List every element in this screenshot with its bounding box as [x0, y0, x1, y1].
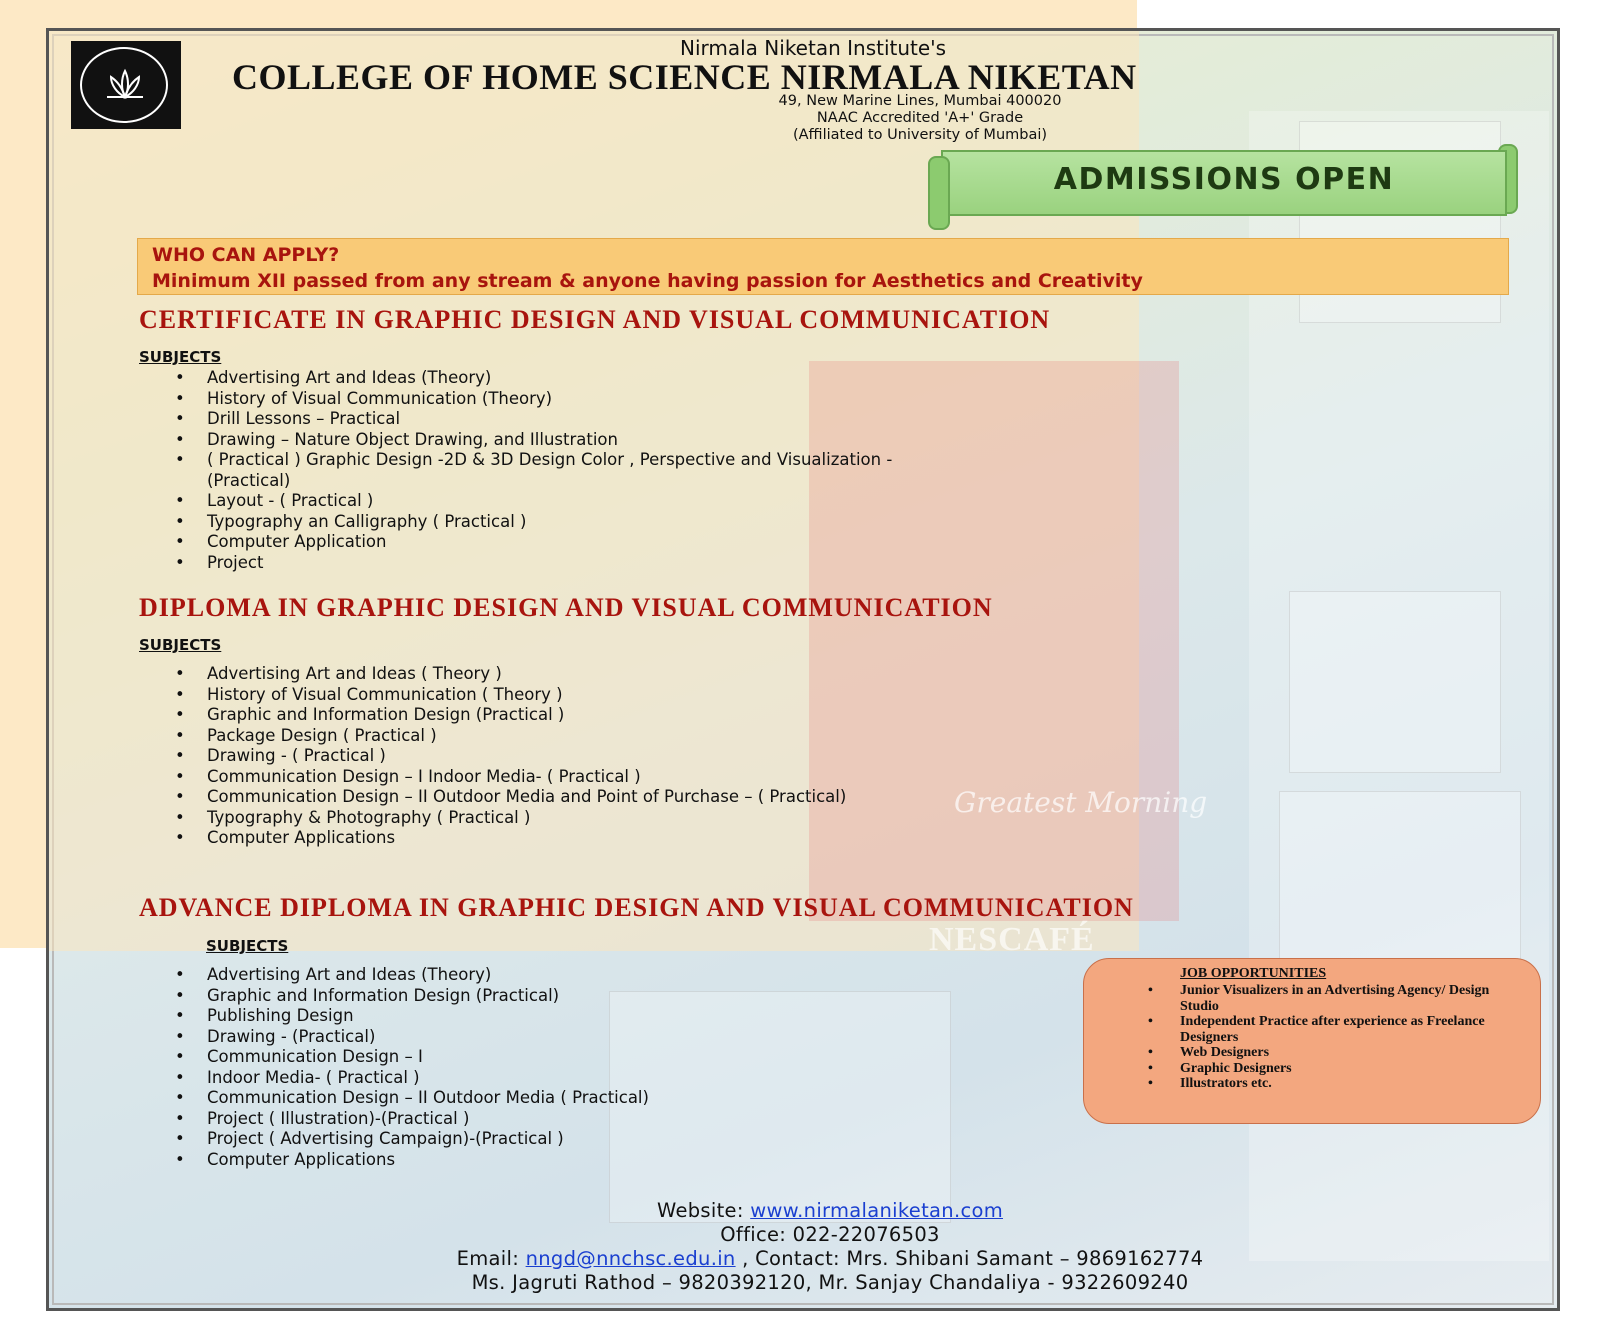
footer-website-line — [330, 1199, 1330, 1222]
list-item: • Typography an Calligraphy ( Practical ) — [175, 512, 947, 533]
email-link[interactable]: nngd@nnchsc.edu.in — [525, 1247, 736, 1270]
email-label: Email: — [456, 1247, 526, 1270]
certificate-course-title: CERTIFICATE IN GRAPHIC DESIGN AND VISUAL COMMUNICATION — [139, 305, 1051, 334]
footer-email-line — [330, 1247, 1330, 1270]
list-item: • Layout - ( Practical ) — [175, 491, 947, 512]
accreditation-text: NAAC Accredited 'A+' Grade — [816, 110, 1024, 126]
collage-card — [1279, 791, 1521, 983]
subjects-label: SUBJECTS — [139, 636, 222, 654]
decor-morning-text: Greatest Morning — [954, 786, 1208, 819]
collage-card — [609, 991, 951, 1223]
list-item: • Project ( Advertising Campaign)-(Practical ) — [175, 1129, 649, 1150]
diploma-course-title: DIPLOMA IN GRAPHIC DESIGN AND VISUAL COMMUNICATION — [139, 593, 993, 622]
footer-contact-line: Ms. Jagruti Rathod – 9820392120, Mr. Sanjay Chandaliya - 9322609240 — [471, 1271, 1189, 1294]
list-item: • Advertising Art and Ideas ( Theory ) — [175, 664, 846, 685]
job-opportunities-list — [1148, 983, 1528, 1092]
subjects-label: SUBJECTS — [206, 937, 289, 955]
college-name: COLLEGE OF HOME SCIENCE NIRMALA NIKETAN — [232, 57, 1137, 97]
advance-diploma-course-title: ADVANCE DIPLOMA IN GRAPHIC DESIGN AND VISUAL COMMUNICATION — [139, 893, 1134, 922]
list-item: • Graphic and Information Design (Practical ) — [175, 705, 846, 726]
list-item: • Computer Applications — [175, 828, 846, 849]
list-item: • Indoor Media- ( Practical ) — [175, 1068, 649, 1089]
eligibility-answer: Minimum XII passed from any stream & anyone having passion for Aesthetics and Creativity — [152, 270, 1143, 292]
list-item: • Advertising Art and Ideas (Theory) — [175, 368, 947, 389]
list-item: • Drawing - ( Practical ) — [175, 746, 846, 767]
college-address: 49, New Marine Lines, Mumbai 400020 — [778, 93, 1062, 109]
advance-diploma-subject-list — [175, 965, 649, 1170]
subjects-label: SUBJECTS — [139, 348, 222, 366]
list-item: • Drawing – Nature Object Drawing, and Illustration — [175, 430, 947, 451]
list-item: • Drill Lessons – Practical — [175, 409, 947, 430]
list-item: • Project — [175, 553, 947, 574]
collage-card — [1289, 591, 1501, 773]
list-item: • History of Visual Communication (Theory) — [175, 389, 947, 410]
eligibility-question: WHO CAN APPLY? — [152, 244, 340, 266]
certificate-subject-list — [175, 368, 947, 573]
list-item: • Computer Applications — [175, 1150, 649, 1171]
list-item: • Communication Design – I — [175, 1047, 649, 1068]
footer-office: Office: 022-22076503 — [720, 1223, 940, 1246]
list-item: • Drawing - (Practical) — [175, 1027, 649, 1048]
list-item: • Publishing Design — [175, 1006, 649, 1027]
list-item: • Junior Visualizers in an Advertising Agency/ Design Studio — [1148, 983, 1528, 1014]
institute-name: Nirmala Niketan Institute's — [680, 36, 947, 60]
list-item: • ( Practical ) Graphic Design -2D & 3D Design Color , Perspective and Visualization - (Practical) — [175, 450, 947, 491]
contact-text: , Contact: Mrs. Shibani Samant – 9869162774 — [735, 1247, 1204, 1270]
list-item: • Computer Application — [175, 532, 947, 553]
affiliation-text: (Affiliated to University of Mumbai) — [792, 127, 1048, 143]
diploma-subject-list — [175, 664, 846, 849]
list-item: • Independent Practice after experience as Freelance Designers — [1148, 1014, 1528, 1045]
admissions-banner-text: ADMISSIONS OPEN — [1053, 162, 1395, 197]
list-item: • History of Visual Communication ( Theory ) — [175, 685, 846, 706]
list-item: • Communication Design – II Outdoor Media ( Practical) — [175, 1088, 649, 1109]
list-item: • Communication Design – I Indoor Media- ( Practical ) — [175, 767, 846, 788]
list-item: • Web Designers — [1148, 1045, 1528, 1061]
lotus-icon — [103, 67, 147, 101]
list-item: • Graphic and Information Design (Practical) — [175, 986, 649, 1007]
list-item: • Communication Design – II Outdoor Media and Point of Purchase – ( Practical) — [175, 787, 846, 808]
list-item: • Project ( Illustration)-(Practical ) — [175, 1109, 649, 1130]
list-item: • Graphic Designers — [1148, 1061, 1528, 1077]
list-item: • Typography & Photography ( Practical ) — [175, 808, 846, 829]
decor-nescafe-text: NESCAFÉ — [929, 921, 1095, 958]
job-opportunities-title: JOB OPPORTUNITIES — [1180, 966, 1327, 981]
website-link[interactable]: www.nirmalaniketan.com — [750, 1199, 1003, 1222]
list-item: • Advertising Art and Ideas (Theory) — [175, 965, 649, 986]
list-item: • Package Design ( Practical ) — [175, 726, 846, 747]
website-label: Website: — [657, 1199, 751, 1222]
college-logo — [71, 41, 181, 129]
list-item: • Illustrators etc. — [1148, 1076, 1528, 1092]
